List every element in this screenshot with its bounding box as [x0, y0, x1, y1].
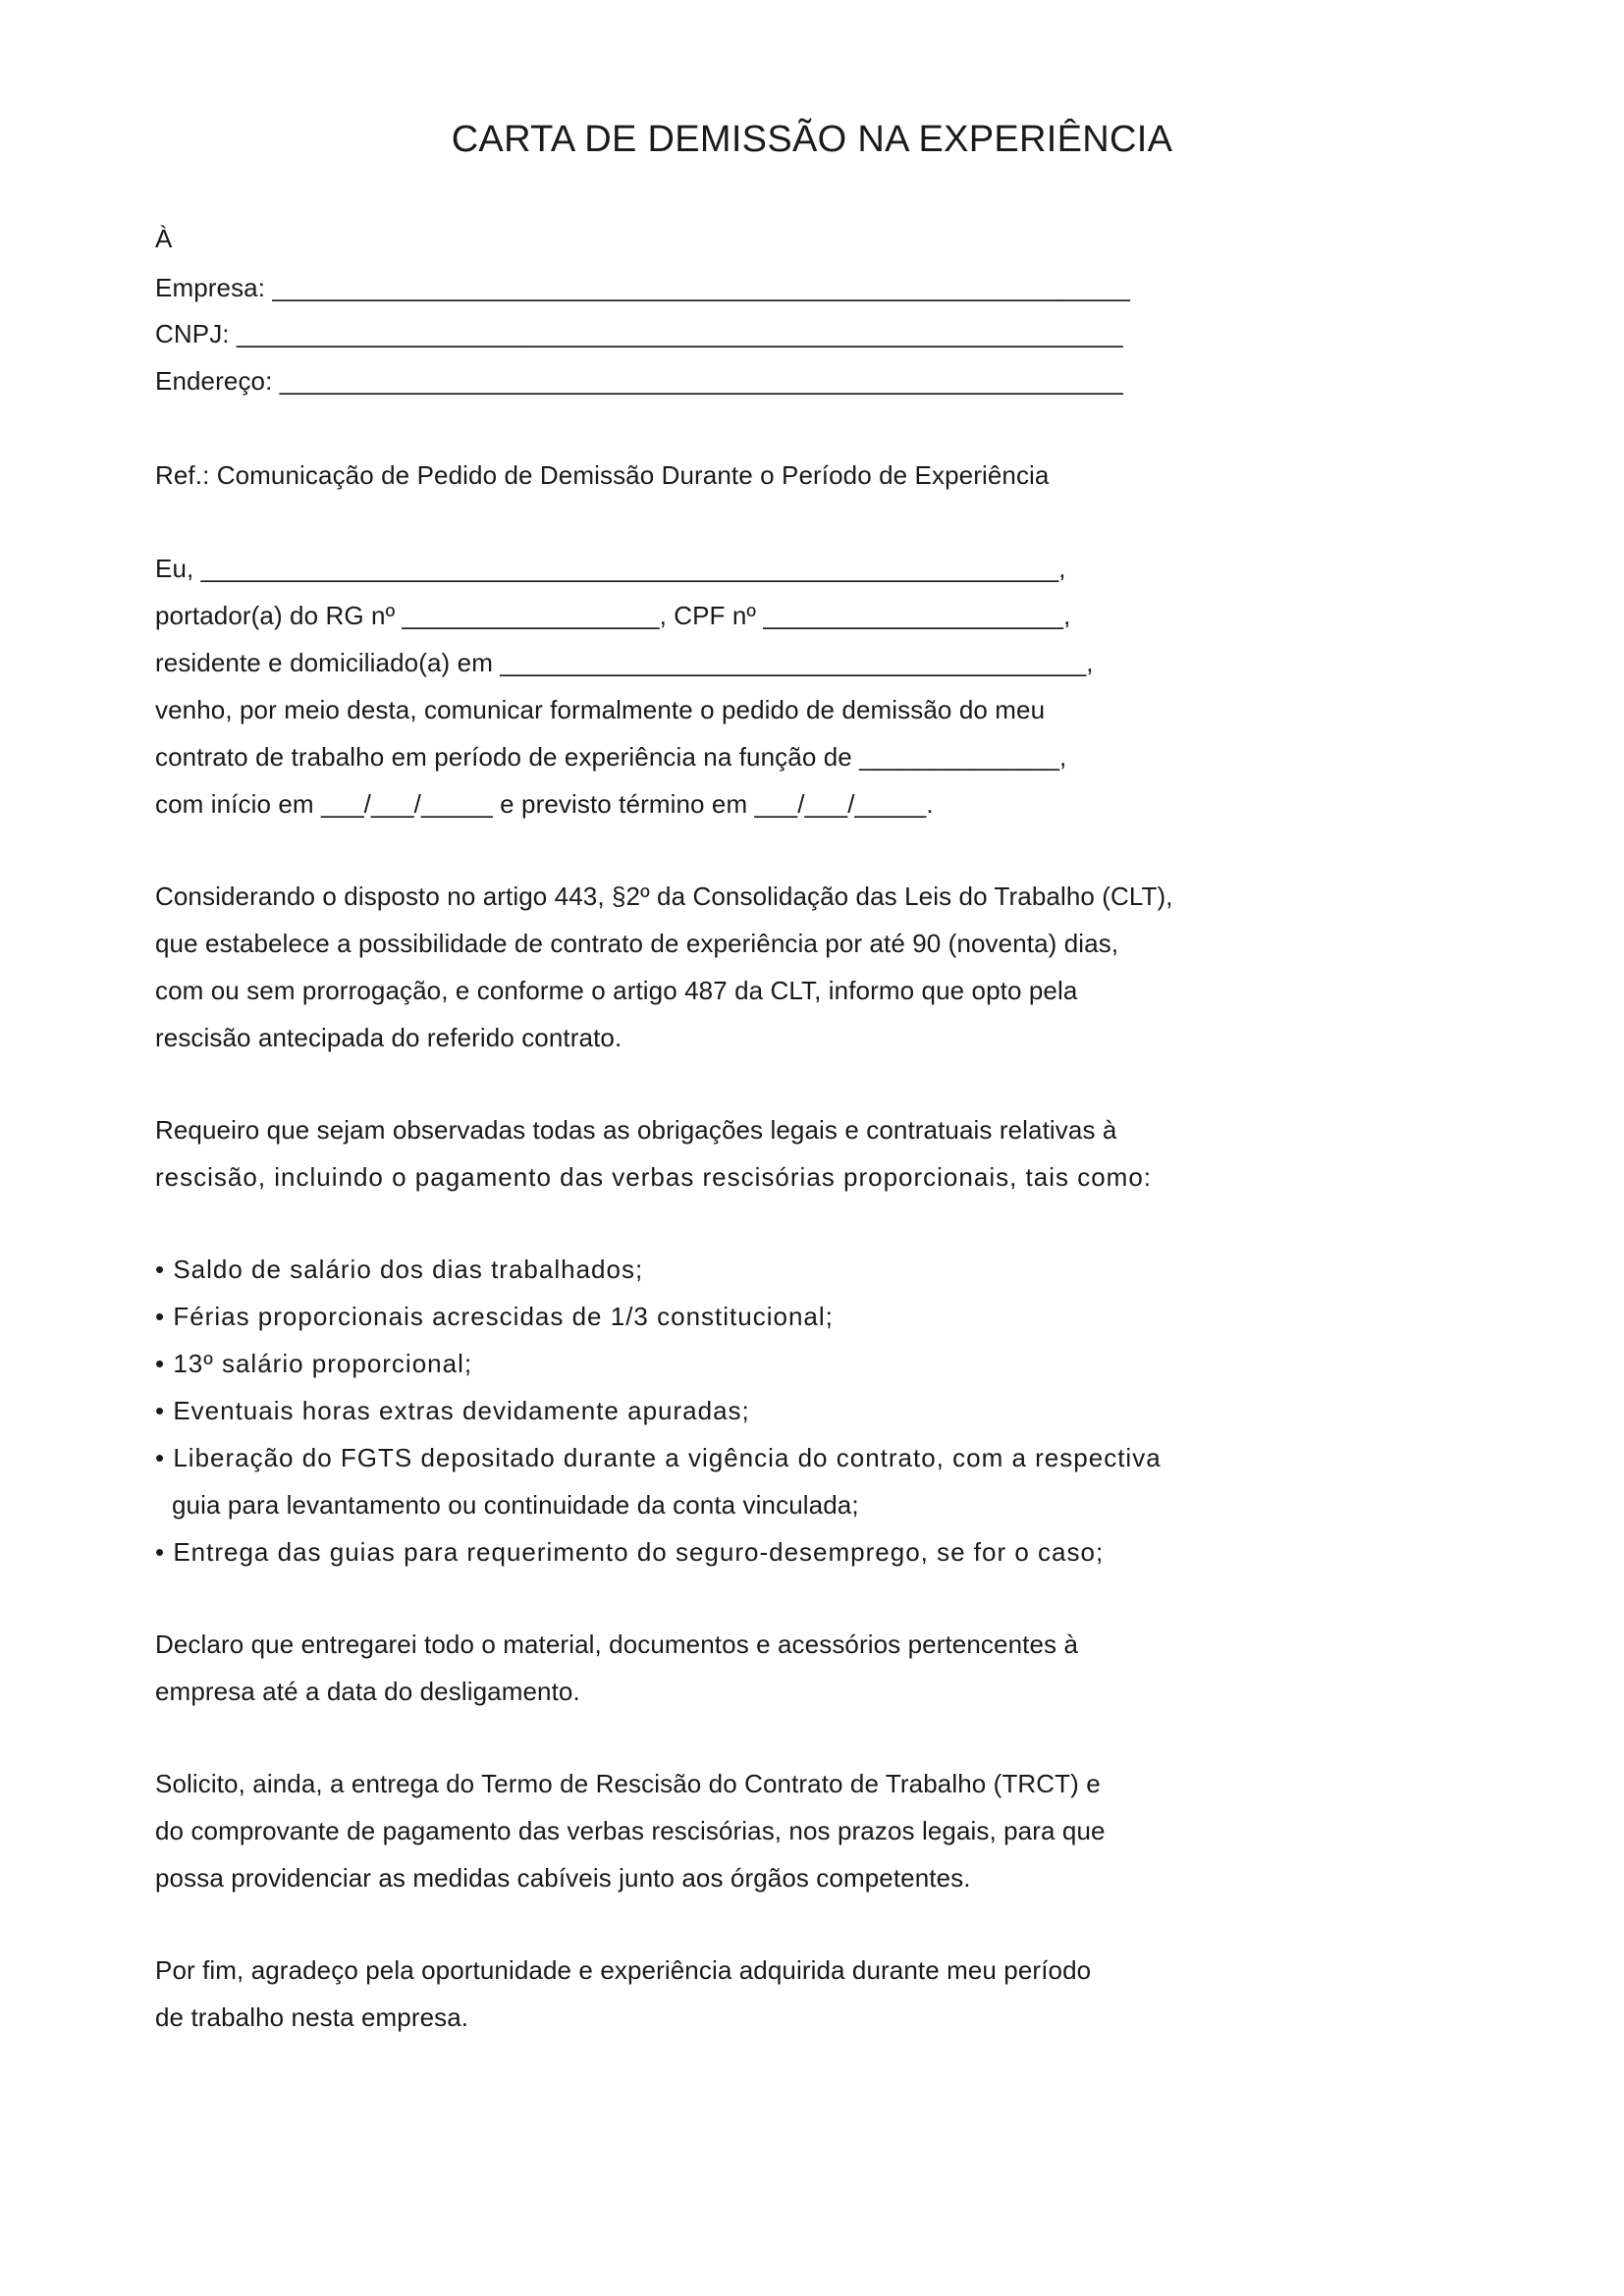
recipient-to: À [155, 224, 173, 253]
intro-line: contrato de trabalho em período de experiência na função de ______________, [155, 742, 1067, 772]
reference-line: Ref.: Comunicação de Pedido de Demissão Durante o Período de Experiência [155, 460, 1050, 490]
declaration-line: empresa até a data do desligamento. [155, 1677, 580, 1706]
solicitation-line: possa providenciar as medidas cabíveis junto aos órgãos competentes. [155, 1863, 971, 1893]
legal-basis-line: com ou sem prorrogação, e conforme o artigo 487 da CLT, informo que opto pela [155, 976, 1078, 1005]
list-item-continuation: guia para levantamento ou continuidade da conta vinculada; [172, 1490, 859, 1520]
list-item: • Saldo de salário dos dias trabalhados; [155, 1255, 644, 1284]
list-item: • Eventuais horas extras devidamente apuradas; [155, 1396, 750, 1425]
list-item: • 13º salário proporcional; [155, 1349, 473, 1378]
legal-basis-line: que estabelece a possibilidade de contrato de experiência por até 90 (noventa) dias, [155, 929, 1119, 958]
intro-line: residente e domiciliado(a) em _________________________________________, [155, 648, 1094, 677]
closing-line: Por fim, agradeço pela oportunidade e experiência adquirida durante meu período [155, 1955, 1092, 1985]
legal-basis-line: Considerando o disposto no artigo 443, §2º da Consolidação das Leis do Trabalho (CLT), [155, 881, 1173, 911]
closing-line: de trabalho nesta empresa. [155, 2002, 469, 2032]
solicitation-line: do comprovante de pagamento das verbas rescisórias, nos prazos legais, para que [155, 1816, 1106, 1845]
recipient-address-field: Endereço: ___________________________________________________________ [155, 366, 1123, 396]
document-title: CARTA DE DEMISSÃO NA EXPERIÊNCIA [451, 119, 1173, 160]
request-line: rescisão, incluindo o pagamento das verbas rescisórias proporcionais, tais como: [155, 1162, 1153, 1192]
list-item: • Férias proporcionais acrescidas de 1/3 constitucional; [155, 1302, 834, 1331]
recipient-cnpj-field: CNPJ: ______________________________________________________________ [155, 319, 1123, 348]
intro-line: venho, por meio desta, comunicar formalmente o pedido de demissão do meu [155, 695, 1046, 724]
solicitation-line: Solicito, ainda, a entrega do Termo de Rescisão do Contrato de Trabalho (TRCT) e [155, 1769, 1101, 1798]
intro-line: portador(a) do RG nº __________________, CPF nº _____________________, [155, 601, 1071, 630]
intro-line: Eu, ____________________________________________________________, [155, 554, 1066, 583]
intro-line: com início em ___/___/_____ e previsto término em ___/___/_____. [155, 789, 934, 819]
list-item: • Liberação do FGTS depositado durante a vigência do contrato, com a respectiva [155, 1443, 1162, 1472]
recipient-company-field: Empresa: ____________________________________________________________ [155, 273, 1130, 302]
declaration-line: Declaro que entregarei todo o material, documentos e acessórios pertencentes à [155, 1629, 1079, 1659]
legal-basis-line: rescisão antecipada do referido contrato. [155, 1023, 623, 1052]
list-item: • Entrega das guias para requerimento do seguro-desemprego, se for o caso; [155, 1537, 1105, 1567]
request-line: Requeiro que sejam observadas todas as obrigações legais e contratuais relativas à [155, 1115, 1117, 1145]
